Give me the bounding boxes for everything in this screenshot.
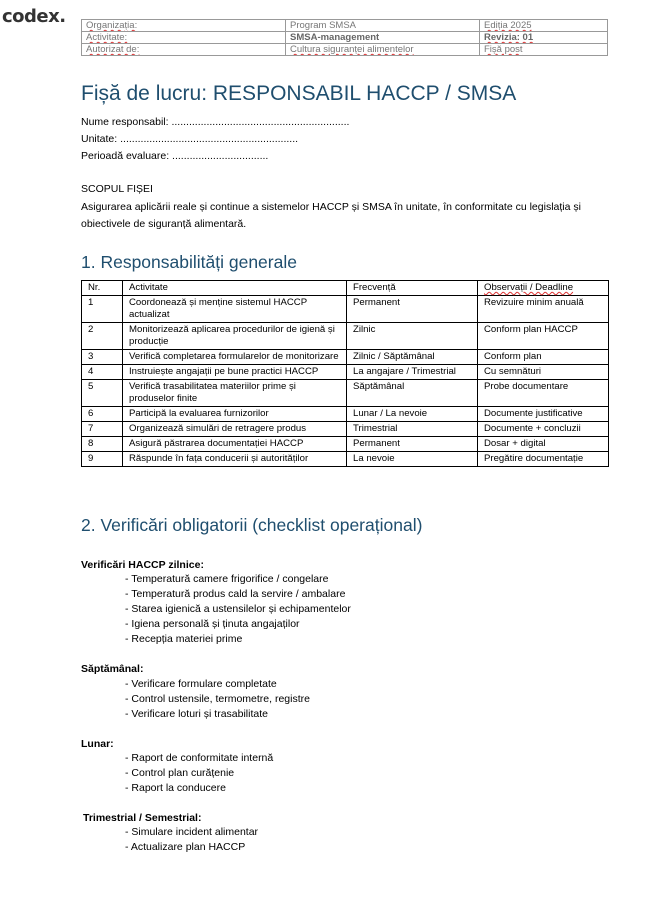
table-header-row <box>82 281 609 296</box>
cell-activity: Organizează simulări de retragere produs <box>123 422 347 437</box>
cell-activity: Asigură păstrarea documentației HACCP <box>123 437 347 452</box>
cell-frequency: Zilnic / Săptămânal <box>347 350 478 365</box>
column-header-activity: Activitate <box>123 281 347 296</box>
daily-checks-heading: Verificări HACCP zilnice: <box>81 559 204 571</box>
scope-heading: SCOPUL FIȘEI <box>81 183 153 195</box>
table-row <box>82 437 609 452</box>
weekly-checks-list <box>125 677 310 722</box>
column-header-observations: Observații / Deadline <box>484 282 574 293</box>
field-evaluation-period: Perioadă evaluare: ................................. <box>81 150 269 162</box>
cell-frequency: Permanent <box>347 296 478 323</box>
cell-frequency: Permanent <box>347 437 478 452</box>
weekly-checks-heading: Săptămânal: <box>81 663 144 675</box>
cell-activity: Răspunde în fața conducerii și autorităților <box>123 452 347 467</box>
list-item: - Temperatură camere frigorifice / congelare <box>125 573 329 585</box>
table-row <box>82 296 609 323</box>
list-item: - Verificare formulare completate <box>125 678 277 690</box>
cell-nr: 3 <box>82 350 123 365</box>
column-header-frequency: Frecvență <box>347 281 478 296</box>
header-program: Program SMSA <box>286 20 480 32</box>
cell-observations: Dosar + digital <box>478 437 609 452</box>
header-revision: Revizia: 01 <box>484 32 534 43</box>
header-activity-label: Activitate: <box>86 32 128 43</box>
header-organization-label: Organizația: <box>86 20 138 31</box>
cell-nr: 7 <box>82 422 123 437</box>
cell-frequency: Zilnic <box>347 323 478 350</box>
list-item: - Recepția materiei prime <box>125 633 243 645</box>
cell-observations: Pregătire documentație <box>478 452 609 467</box>
monthly-checks-list <box>125 751 273 796</box>
cell-nr: 9 <box>82 452 123 467</box>
codex-logo: codex. <box>2 6 66 27</box>
header-row <box>82 20 608 32</box>
cell-observations: Revizuire minim anuală <box>478 296 609 323</box>
section-1-title: 1. Responsabilități generale <box>81 252 297 272</box>
cell-observations: Probe documentare <box>478 380 609 407</box>
cell-nr: 6 <box>82 407 123 422</box>
monthly-checks-heading: Lunar: <box>81 738 114 750</box>
table-row <box>82 407 609 422</box>
table-row <box>82 365 609 380</box>
page-title: Fișă de lucru: RESPONSABIL HACCP / SMSA <box>81 82 517 105</box>
cell-observations: Conform plan HACCP <box>478 323 609 350</box>
list-item: - Actualizare plan HACCP <box>125 841 246 853</box>
scope-text: Asigurarea aplicării reale și continue a sistemelor HACCP și SMSA în unitate, în conformitate cu legislația și obiectivele de siguranță alimentară. <box>81 201 581 230</box>
cell-activity: Verifică completarea formularelor de monitorizare <box>123 350 347 365</box>
cell-frequency: Trimestrial <box>347 422 478 437</box>
list-item: - Temperatură produs cald la servire / ambalare <box>125 588 346 600</box>
section-2-title: 2. Verificări obligatorii (checklist operațional) <box>81 515 423 535</box>
cell-frequency: Săptămânal <box>347 380 478 407</box>
document-header-table <box>81 19 608 56</box>
table-row <box>82 323 609 350</box>
list-item: - Control ustensile, termometre, registre <box>125 693 310 705</box>
cell-activity: Coordonează și menține sistemul HACCP actualizat <box>123 296 347 323</box>
cell-nr: 1 <box>82 296 123 323</box>
cell-nr: 5 <box>82 380 123 407</box>
daily-checks-list <box>125 572 351 647</box>
cell-frequency: La angajare / Trimestrial <box>347 365 478 380</box>
list-item: - Verificare loturi și trasabilitate <box>125 708 268 720</box>
header-doc-type: Fișă post <box>484 44 523 55</box>
cell-nr: 8 <box>82 437 123 452</box>
header-row <box>82 32 608 44</box>
list-item: - Starea igienică a ustensilelor și echipamentelor <box>125 603 351 615</box>
cell-activity: Verifică trasabilitatea materiilor prime și produselor finite <box>123 380 347 407</box>
list-item: - Raport la conducere <box>125 782 226 794</box>
cell-frequency: La nevoie <box>347 452 478 467</box>
cell-activity: Monitorizează aplicarea procedurilor de igienă și producție <box>123 323 347 350</box>
quarterly-checks-heading: Trimestrial / Semestrial: <box>83 812 202 824</box>
cell-frequency: Lunar / La nevoie <box>347 407 478 422</box>
cell-observations: Conform plan <box>478 350 609 365</box>
cell-activity: Participă la evaluarea furnizorilor <box>123 407 347 422</box>
header-edition: Ediția 2025 <box>484 20 532 31</box>
cell-nr: 4 <box>82 365 123 380</box>
list-item: - Igiena personală și ținuta angajaților <box>125 618 300 630</box>
field-responsible-name: Nume responsabil: ............................................................. <box>81 116 350 128</box>
cell-activity: Instruiește angajații pe bune practici HACCP <box>123 365 347 380</box>
list-item: - Raport de conformitate internă <box>125 752 274 764</box>
header-authorized-label: Autorizat de: <box>86 44 140 55</box>
cell-observations: Cu semnături <box>478 365 609 380</box>
table-row <box>82 350 609 365</box>
table-row <box>82 380 609 407</box>
responsibilities-table <box>81 280 609 467</box>
table-row <box>82 422 609 437</box>
cell-nr: 2 <box>82 323 123 350</box>
header-activity-value: SMSA-management <box>286 32 480 44</box>
list-item: - Simulare incident alimentar <box>125 826 259 838</box>
header-authorized-value: Cultura siguranței alimentelor <box>290 44 414 55</box>
cell-observations: Documente + concluzii <box>478 422 609 437</box>
column-header-nr: Nr. <box>82 281 123 296</box>
quarterly-checks-list <box>125 825 258 855</box>
cell-observations: Documente justificative <box>478 407 609 422</box>
field-unit: Unitate: ............................................................. <box>81 133 299 145</box>
header-row <box>82 44 608 56</box>
list-item: - Control plan curățenie <box>125 767 235 779</box>
table-row <box>82 452 609 467</box>
